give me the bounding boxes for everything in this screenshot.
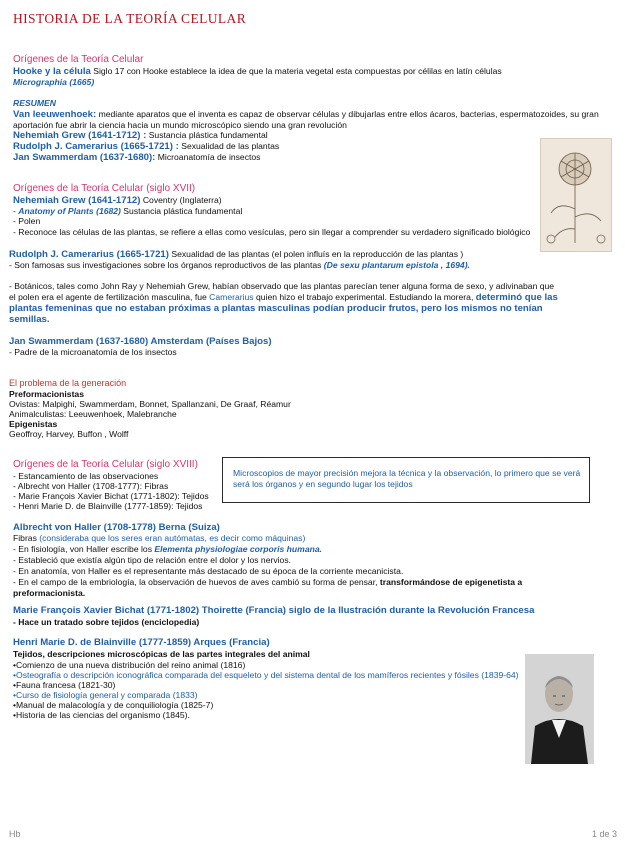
haller-item-1 — [13, 544, 322, 555]
swammerdam-summary — [13, 152, 260, 164]
xviii-item-4: - Henri Marie D. de Blainville (1777-1859): Tejidos — [13, 501, 203, 511]
microscope-note-box: Microscopios de mayor precisión mejora la técnica y la observación, lo primero que se verá será los órganos y en segundo lugar los tejidos — [222, 457, 590, 503]
anatomy-text: Sustancia plástica fundamental — [120, 206, 243, 216]
camerarius-link: Camerarius — [209, 292, 254, 302]
preformacionistas-label: Preformacionistas — [9, 389, 84, 399]
haller-item-1-text: - En fisiología, von Haller escribe los — [13, 544, 155, 554]
grew-name: Nehemiah Grew (1641-1712) : — [13, 130, 147, 141]
leeuwenhoek-paragraph — [13, 109, 599, 121]
blainville-item-1: •Comienzo de una nueva distribución del reino animal (1816) — [13, 660, 246, 670]
botanicos-text-c: quien hizo el trabajo experimental. Estudiando la morera, — [253, 292, 476, 302]
swammerdam-text-xvii: - Padre de la microanatomía de los insectos — [9, 347, 177, 357]
grew-name-xvii: Nehemiah Grew (1641-1712) — [13, 195, 141, 206]
hooke-text: Siglo 17 con Hooke establece la idea de que la materia vegetal esta compuestas por célilas en latín células — [90, 66, 502, 76]
blainville-item-4: •Curso de fisiología general y comparada (1833) — [13, 690, 198, 700]
famosas-line — [9, 260, 470, 271]
section-heading-origenes: Orígenes de la Teoría Celular — [13, 54, 144, 65]
anatomy-of-plants: Anatomy of Plants (1682) — [18, 206, 121, 216]
hooke-paragraph — [13, 66, 502, 78]
camerarius-text-xvii: Sexualidad de las plantas (el polen influís en la reproducción de las plantas ) — [168, 249, 464, 259]
grew-place: Coventry (Inglaterra) — [140, 195, 222, 205]
botanicos-text-a: el polen era el agente de fertilización masculina, fue — [9, 292, 210, 302]
xviii-item-3: - Marie François Xavier Bichat (1771-1802): Tejidos — [13, 491, 209, 501]
botanicos-line-1: - Botánicos, tales como John Ray y Nehemiah Grew, habían observado que las plantas parecían tener alguna forma de sexo, y adivinaban que — [9, 281, 555, 291]
blainville-item-5: •Manual de malacología y de conquiliología (1825-7) — [13, 700, 214, 710]
section-heading-xvii: Orígenes de la Teoría Celular (siglo XVII) — [13, 183, 196, 194]
blainville-subtitle: Tejidos, descripciones microscópicas de las partes integrales del animal — [13, 649, 310, 659]
footer-left: Hb — [9, 829, 21, 839]
haller-item-4-text: - En el campo de la embriología, la observación de huevos de aves cambió su forma de pensar, — [13, 577, 380, 587]
camerarius-summary — [13, 141, 279, 153]
page-title: HISTORIA DE LA TEORÍA CELULAR — [13, 11, 247, 26]
section-heading-xviii: Orígenes de la Teoría Celular (siglo XVIII) — [13, 459, 198, 470]
de-sexu-plantarum: (De sexu plantarum epistola , 1694). — [323, 260, 470, 270]
swammerdam-name: Jan Swammerdam (1637-1680): — [13, 152, 156, 163]
camerarius-text: Sexualidad de las plantas — [178, 141, 280, 151]
famosas-text: - Son famosas sus investigaciones sobre los órganos reproductivos de las plantas — [9, 260, 324, 270]
xviii-item-1: - Estancamiento de las observaciones — [13, 471, 159, 481]
bichat-text: - Hace un tratado sobre tejidos (enciclopedia) — [13, 617, 200, 627]
grew-heading — [13, 195, 222, 207]
camerarius-name-xvii: Rudolph J. Camerarius (1665-1721) — [9, 249, 169, 260]
resumen-label: RESUMEN — [13, 98, 56, 108]
swammerdam-heading: Jan Swammerdam (1637-1680) Amsterdam (Países Bajos) — [9, 336, 272, 347]
camerarius-name: Rudolph J. Camerarius (1665-1721) : — [13, 141, 179, 152]
haller-item-4 — [13, 577, 522, 588]
anatomy-line — [13, 206, 242, 217]
botanicos-line-2 — [9, 292, 558, 304]
camerarius-heading — [9, 249, 463, 261]
dash: - — [13, 206, 19, 216]
botanicos-line-4: semillas. — [9, 314, 50, 325]
hooke-name: Hooke y la célula — [13, 66, 91, 77]
leeuwenhoek-name: Van leeuwenhoek: — [13, 109, 97, 120]
blainville-item-3: •Fauna francesa (1821-30) — [13, 680, 116, 690]
haller-item-3: - En anatomía, von Haller es el representante más destacado de su época de la corriente mecanicista. — [13, 566, 404, 576]
haller-item-2: - Estableció que existía algún tipo de relación entre el dolor y los nervios. — [13, 555, 292, 565]
reconoce-line: - Reconoce las células de las plantas, se refiere a ellas como vesículas, pero sin llegar a comprender su verdadero significado biológico — [13, 227, 531, 237]
animalculistas-line: Animalculistas: Leeuwenhoek, Malebranche — [9, 409, 177, 419]
fibras-parenthetical: (consideraba que los seres eran autómatas, es decir como máquinas) — [39, 533, 306, 543]
polen-line: - Polen — [13, 216, 41, 226]
botanicos-line-3: plantas femeninas que no estaban próximas a plantas masculinas podían producir frutos, pero los mismos no tenían — [9, 303, 543, 314]
leeuwenhoek-text: mediante aparatos que el inventa es capaz de observar células y dibujarlas entre ellos ácaros, bacterias, espermatozoides, su gran — [96, 109, 599, 119]
swammerdam-text: Microanatomía de insectos — [155, 152, 261, 162]
xviii-item-2: - Albrecht von Haller (1708-1777): Fibras — [13, 481, 169, 491]
fibras-label: Fibras — [13, 533, 40, 543]
epigenistas-names: Geoffroy, Harvey, Buffon , Wolff — [9, 429, 129, 439]
blainville-heading: Henri Marie D. de Blainville (1777-1859) Arques (Francia) — [13, 637, 270, 648]
ovistas-line: Ovistas: Malpighi, Swammerdam, Bonnet, Spallanzani, De Graaf, Réamur — [9, 399, 291, 409]
plant-drawing-icon — [541, 139, 611, 251]
haller-heading: Albrecht von Haller (1708-1778) Berna (Suiza) — [13, 522, 220, 533]
transformandose: transformándose de epigenetista a — [379, 577, 523, 587]
plant-illustration — [540, 138, 612, 252]
grew-summary — [13, 130, 268, 142]
epigenistas-label: Epigenistas — [9, 419, 58, 429]
grew-text: Sustancia plástica fundamental — [146, 130, 268, 140]
blainville-portrait — [525, 654, 594, 764]
determino-emphasis: determinó que las — [475, 292, 558, 303]
blainville-item-2: •Osteografía o descripción iconográfica comparada del esqueleto y del sistema dental de los mamíferos recientes y fósiles (1839-64) — [13, 670, 519, 680]
fibras-line — [13, 533, 305, 544]
generation-heading: El problema de la generación — [9, 378, 127, 388]
preformacionista-word: preformacionista. — [13, 588, 86, 598]
micrographia-label: Micrographia (1665) — [13, 77, 95, 87]
page-number: 1 de 3 — [591, 829, 617, 839]
elementa-physiologiae: Elementa physiologiae corporis humana. — [154, 544, 323, 554]
bichat-heading: Marie François Xavier Bichat (1771-1802) Thoirette (Francia) siglo de la Ilustración durante la Revolución Francesa — [13, 605, 535, 616]
leeuwenhoek-text-2: aportación fue abrir la ciencia hacia un mundo microscópico siendo una gran revolución — [13, 120, 347, 130]
blainville-item-6: •Historia de las ciencias del organismo (1845). — [13, 710, 190, 720]
portrait-icon — [525, 654, 594, 764]
